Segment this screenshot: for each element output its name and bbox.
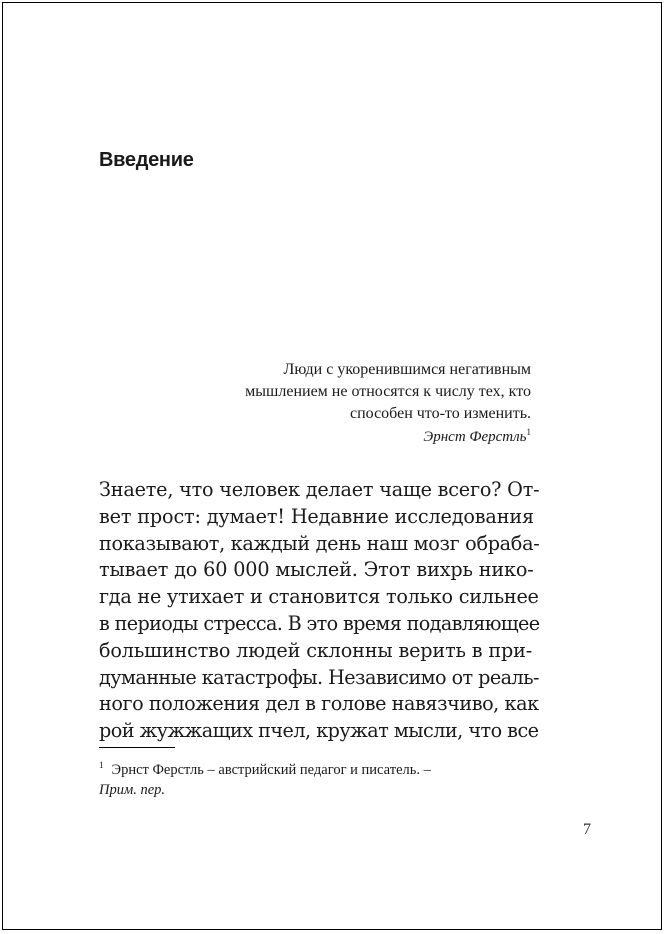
body-line: думанные катастрофы. Независимо от реаль-: [99, 665, 539, 689]
body-line: вет прост: думает! Недавние исследования: [99, 504, 534, 528]
footnote-text: Эрнст Ферстль – австрийский педагог и писатель. –: [111, 761, 431, 778]
body-line: гда не утихает и становится только сильнее: [99, 585, 539, 609]
page-number: 7: [583, 821, 591, 838]
epigraph-line: мышлением не относятся к числу тех, кто: [245, 383, 531, 400]
footnote-note: Прим. пер.: [99, 781, 166, 798]
body-line: в периоды стресса. В это время подавляющее: [99, 611, 540, 635]
body-line: большинство людей склонны верить в при-: [99, 638, 533, 662]
epigraph-line: способен что-то изменить.: [350, 405, 531, 422]
epigraph-attribution: [423, 427, 531, 446]
body-line: тывает до 60 000 мыслей. Этот вихрь нико-: [99, 558, 534, 582]
body-line: ного положения дел в голове навязчиво, как: [99, 692, 539, 716]
footnote: [99, 755, 544, 800]
footnote-number: 1: [99, 760, 104, 770]
body-paragraph: [99, 477, 539, 745]
body-line: показывают, каждый день наш мозг обраба-: [99, 531, 540, 555]
body-line: Знаете, что человек делает чаще всего? От-: [99, 478, 540, 501]
epigraph: [111, 359, 531, 425]
body-line: рой жужжащих пчел, кружат мысли, что все: [99, 719, 539, 743]
chapter-heading: Введение: [99, 149, 194, 171]
book-page: [2, 2, 662, 930]
footnote-divider: [99, 747, 175, 748]
footnote-reference: 1: [526, 427, 531, 437]
epigraph-line: Люди с укоренившимся негативным: [283, 361, 531, 378]
epigraph-author: Эрнст Ферстль: [423, 429, 527, 445]
